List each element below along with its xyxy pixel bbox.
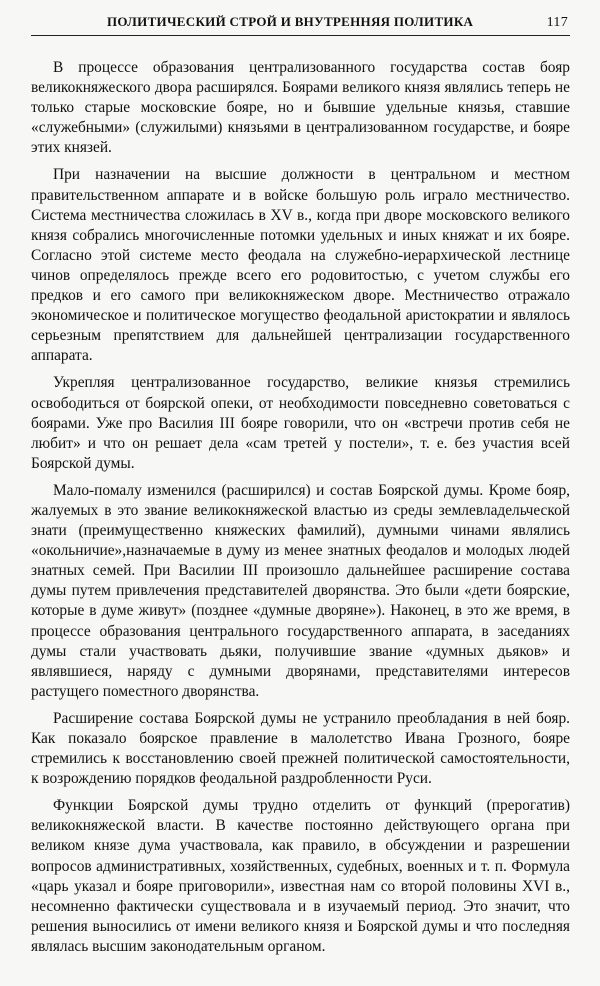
paragraph: При назначении на высшие должности в центральном и местном правительственном аппарате и в войске большую роль играло местничество. Система местничества сложилась в XV в., когда при дворе московского великого князя собрались многочисленные потомки удельных и иных княжат и их бояре. Согласно этой системе место феодала на служебно-иерархической лестнице чинов определялось прежде всего его родовитостью, с учетом службы его предков и его самого при великокняжеском дворе. Местничество отражало экономическое и политическое могущество феодальной аристократии и являлось серьезным препятствием для дальнейшей централизации государственного аппарата. xyxy=(31,166,570,365)
paragraph: Функции Боярской думы трудно отделить от функций (прерогатив) великокняжеской власти. В качестве постоянно действующего органа при великом князе дума участвовала, как правило, в обсуждении и разрешении вопросов административных, хозяйственных, судебных, военных и т. п. Формула «царь указал и бояре приговорили», известная нам со второй половины XVI в., несомненно фактически существовала и в изучаемый период. Это значит, что решения выносились от имени великого князя и Боярской думы и что последняя являлась высшим законодательным органом. xyxy=(31,797,570,955)
running-header xyxy=(31,14,570,36)
paragraph: Укрепляя централизованное государство, великие князья стремились освободиться от боярской опеки, от необходимости повседневно советоваться с боярами. Уже про Василия III бояре говорили, что он «встречи против себя не любит» и что он решает дела «сам третей у постели», т. е. без участия всей Боярской думы. xyxy=(31,374,570,472)
paragraph: Мало-помалу изменился (расширился) и состав Боярской думы. Кроме бояр, жалуемых в это звание великокняжеской властью из среды землевладельческой знати (преимущественно княжеских фамилий), думными чинами являлись «окольничие»,назначаемые в думу из менее знатных феодалов и молодых людей знатных семей. При Василии III произошло дальнейшее расширение состава думы путем привлечения представителей дворянства. Это были «дети боярские, которые в думе живут» (позднее «думные дворяне»). Наконец, в это же время, в процессе образования центрального государственного аппарата, в заседаниях думы стали участвовать дьяки, получившие звание «думных дьяков» и являвшиеся, наряду с думными дворянами, представителями интересов растущего поместного дворянства. xyxy=(31,481,570,700)
running-title: ПОЛИТИЧЕСКИЙ СТРОЙ И ВНУТРЕННЯЯ ПОЛИТИКА xyxy=(107,14,474,29)
page-number: 117 xyxy=(546,15,568,30)
paragraph: Расширение состава Боярской думы не устранило преобладания в ней бояр. Как показало боярское правление в малолетство Ивана Грозного, бояре стремились к восстановлению своей прежней политической самостоятельности, к возрождению порядков феодальной раздробленности Руси. xyxy=(31,709,570,788)
paragraph: В процессе образования централизованного государства состав бояр великокняжеского двора расширялся. Боярами великого князя являлись теперь не только старые московские бояре, но и бывшие удельные князья, ставшие «служебными» (служилыми) князьями в централизованном государстве, и бояре этих князей. xyxy=(31,59,570,157)
body-text xyxy=(31,58,570,957)
